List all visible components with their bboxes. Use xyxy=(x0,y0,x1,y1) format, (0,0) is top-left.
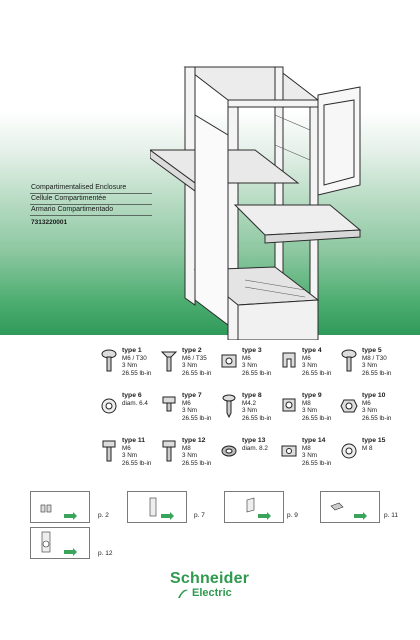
clip-nut-icon xyxy=(280,349,298,373)
type-name: type 13 xyxy=(242,437,266,444)
type-torque-imperial: 26.55 lb-in xyxy=(302,459,332,467)
type-name: type 2 xyxy=(182,347,202,354)
type-torque-imperial: 26.55 lb-in xyxy=(302,414,332,422)
type-name: type 10 xyxy=(362,392,386,399)
type-torque: 3 Nm xyxy=(122,362,138,370)
page-ref-label: p. 12 xyxy=(98,550,113,557)
type-name: type 11 xyxy=(122,437,146,444)
type-spec: M6 / T30 xyxy=(122,354,147,362)
type-item xyxy=(220,347,280,389)
type-spec: M8 xyxy=(182,444,191,452)
flange-nut-icon xyxy=(340,394,358,418)
type-torque: 3 Nm xyxy=(362,407,378,415)
type-torque: 3 Nm xyxy=(362,362,378,370)
type-item xyxy=(280,392,340,434)
type-spec: M6 xyxy=(122,444,131,452)
type-spec: M4.2 xyxy=(242,399,256,407)
type-torque-imperial: 26.55 lb-in xyxy=(122,459,152,467)
type-name: type 9 xyxy=(302,392,322,399)
type-item xyxy=(160,437,220,479)
type-name: type 7 xyxy=(182,392,202,399)
type-name: type 6 xyxy=(122,392,142,399)
type-torque-imperial: 26.55 lb-in xyxy=(182,459,212,467)
type-spec: M8 / T30 xyxy=(362,354,387,362)
type-spec: M6 / T35 xyxy=(182,354,207,362)
type-spec: M8 xyxy=(302,399,311,407)
type-torque: 3 Nm xyxy=(182,362,198,370)
type-torque: 3 Nm xyxy=(182,452,198,460)
washer-icon xyxy=(100,394,118,418)
title-block xyxy=(30,183,152,228)
type-torque-imperial: 26.55 lb-in xyxy=(182,369,212,377)
torx-screw-icon xyxy=(340,349,358,373)
page-ref-thumbnail[interactable] xyxy=(127,491,187,523)
title-english: Compartimentalised Enclosure xyxy=(30,183,152,194)
cage-nut-icon xyxy=(220,349,238,373)
type-item xyxy=(220,437,280,479)
type-torque-imperial: 26.55 lb-in xyxy=(122,369,152,377)
type-spec: M 8 xyxy=(362,444,373,452)
type-name: type 5 xyxy=(362,347,382,354)
type-torque: 3 Nm xyxy=(302,362,318,370)
type-spec: M6 xyxy=(182,399,191,407)
type-item xyxy=(340,347,400,389)
plate-icon xyxy=(225,492,283,522)
square-nut-icon xyxy=(280,439,298,463)
page-ref-thumbnail[interactable] xyxy=(320,491,380,523)
type-name: type 14 xyxy=(302,437,326,444)
type-torque-imperial: 26.55 lb-in xyxy=(242,414,272,422)
type-spec: M6 xyxy=(302,354,311,362)
reference-number: 7313220001 xyxy=(31,219,68,226)
type-spec: M6 xyxy=(242,354,251,362)
type-torque-imperial: 26.55 lb-in xyxy=(362,369,392,377)
type-item xyxy=(340,437,400,479)
type-name: type 8 xyxy=(242,392,262,399)
short-bolt-icon xyxy=(160,394,178,418)
type-name: type 3 xyxy=(242,347,262,354)
hex-bolt-icon xyxy=(100,439,118,463)
type-torque: 3 Nm xyxy=(122,452,138,460)
type-item xyxy=(280,347,340,389)
type-torque: 3 Nm xyxy=(182,407,198,415)
title-french: Cellule Compartimentée xyxy=(30,194,152,205)
schneider-logo-text: Schneider xyxy=(170,570,250,587)
type-torque-imperial: 26.55 lb-in xyxy=(362,414,392,422)
page-ref-thumbnail[interactable] xyxy=(224,491,284,523)
type-item xyxy=(100,392,160,434)
type-item xyxy=(280,437,340,479)
type-torque: 3 Nm xyxy=(242,407,258,415)
spring-washer-icon xyxy=(220,439,238,463)
schneider-logo-icon xyxy=(176,588,190,600)
type-name: type 4 xyxy=(302,347,322,354)
type-torque-imperial: 26.55 lb-in xyxy=(182,414,212,422)
enclosure-illustration xyxy=(150,55,380,340)
pan-head-screw-icon xyxy=(100,349,118,373)
page-ref-label: p. 9 xyxy=(287,512,298,519)
panel-icon xyxy=(128,492,186,522)
page-ref-thumbnail[interactable] xyxy=(30,527,90,559)
type-item xyxy=(100,347,160,389)
type-name: type 12 xyxy=(182,437,206,444)
type-item xyxy=(160,347,220,389)
bracket-icon xyxy=(31,492,89,522)
type-spec: M8 xyxy=(302,444,311,452)
page-ref-label: p. 2 xyxy=(98,512,109,519)
type-torque-imperial: 26.55 lb-in xyxy=(242,369,272,377)
type-spec: M6 xyxy=(362,399,371,407)
flat-head-screw-icon xyxy=(160,349,178,373)
type-item xyxy=(100,437,160,479)
type-torque: 3 Nm xyxy=(242,362,258,370)
type-torque: 3 Nm xyxy=(302,452,318,460)
title-spanish: Armario Compartimentado xyxy=(30,205,152,216)
type-item xyxy=(160,392,220,434)
washer-icon xyxy=(340,439,358,463)
type-spec: diam. 8.2 xyxy=(242,444,268,452)
page-ref-label: p. 11 xyxy=(384,512,398,519)
hex-bolt-icon xyxy=(160,439,178,463)
page-ref-thumbnail[interactable] xyxy=(30,491,90,523)
type-item xyxy=(340,392,400,434)
self-tapping-screw-icon xyxy=(220,394,238,418)
type-name: type 15 xyxy=(362,437,386,444)
type-item xyxy=(220,392,280,434)
clip-nut-icon xyxy=(280,394,298,418)
type-spec: diam. 6.4 xyxy=(122,399,148,407)
type-torque: 3 Nm xyxy=(302,407,318,415)
page-ref-label: p. 7 xyxy=(194,512,205,519)
earth-clip-icon xyxy=(31,528,89,558)
electric-logo-text: Electric xyxy=(192,587,232,599)
type-torque-imperial: 26.55 lb-in xyxy=(302,369,332,377)
type-name: type 1 xyxy=(122,347,142,354)
tray-icon xyxy=(321,492,379,522)
